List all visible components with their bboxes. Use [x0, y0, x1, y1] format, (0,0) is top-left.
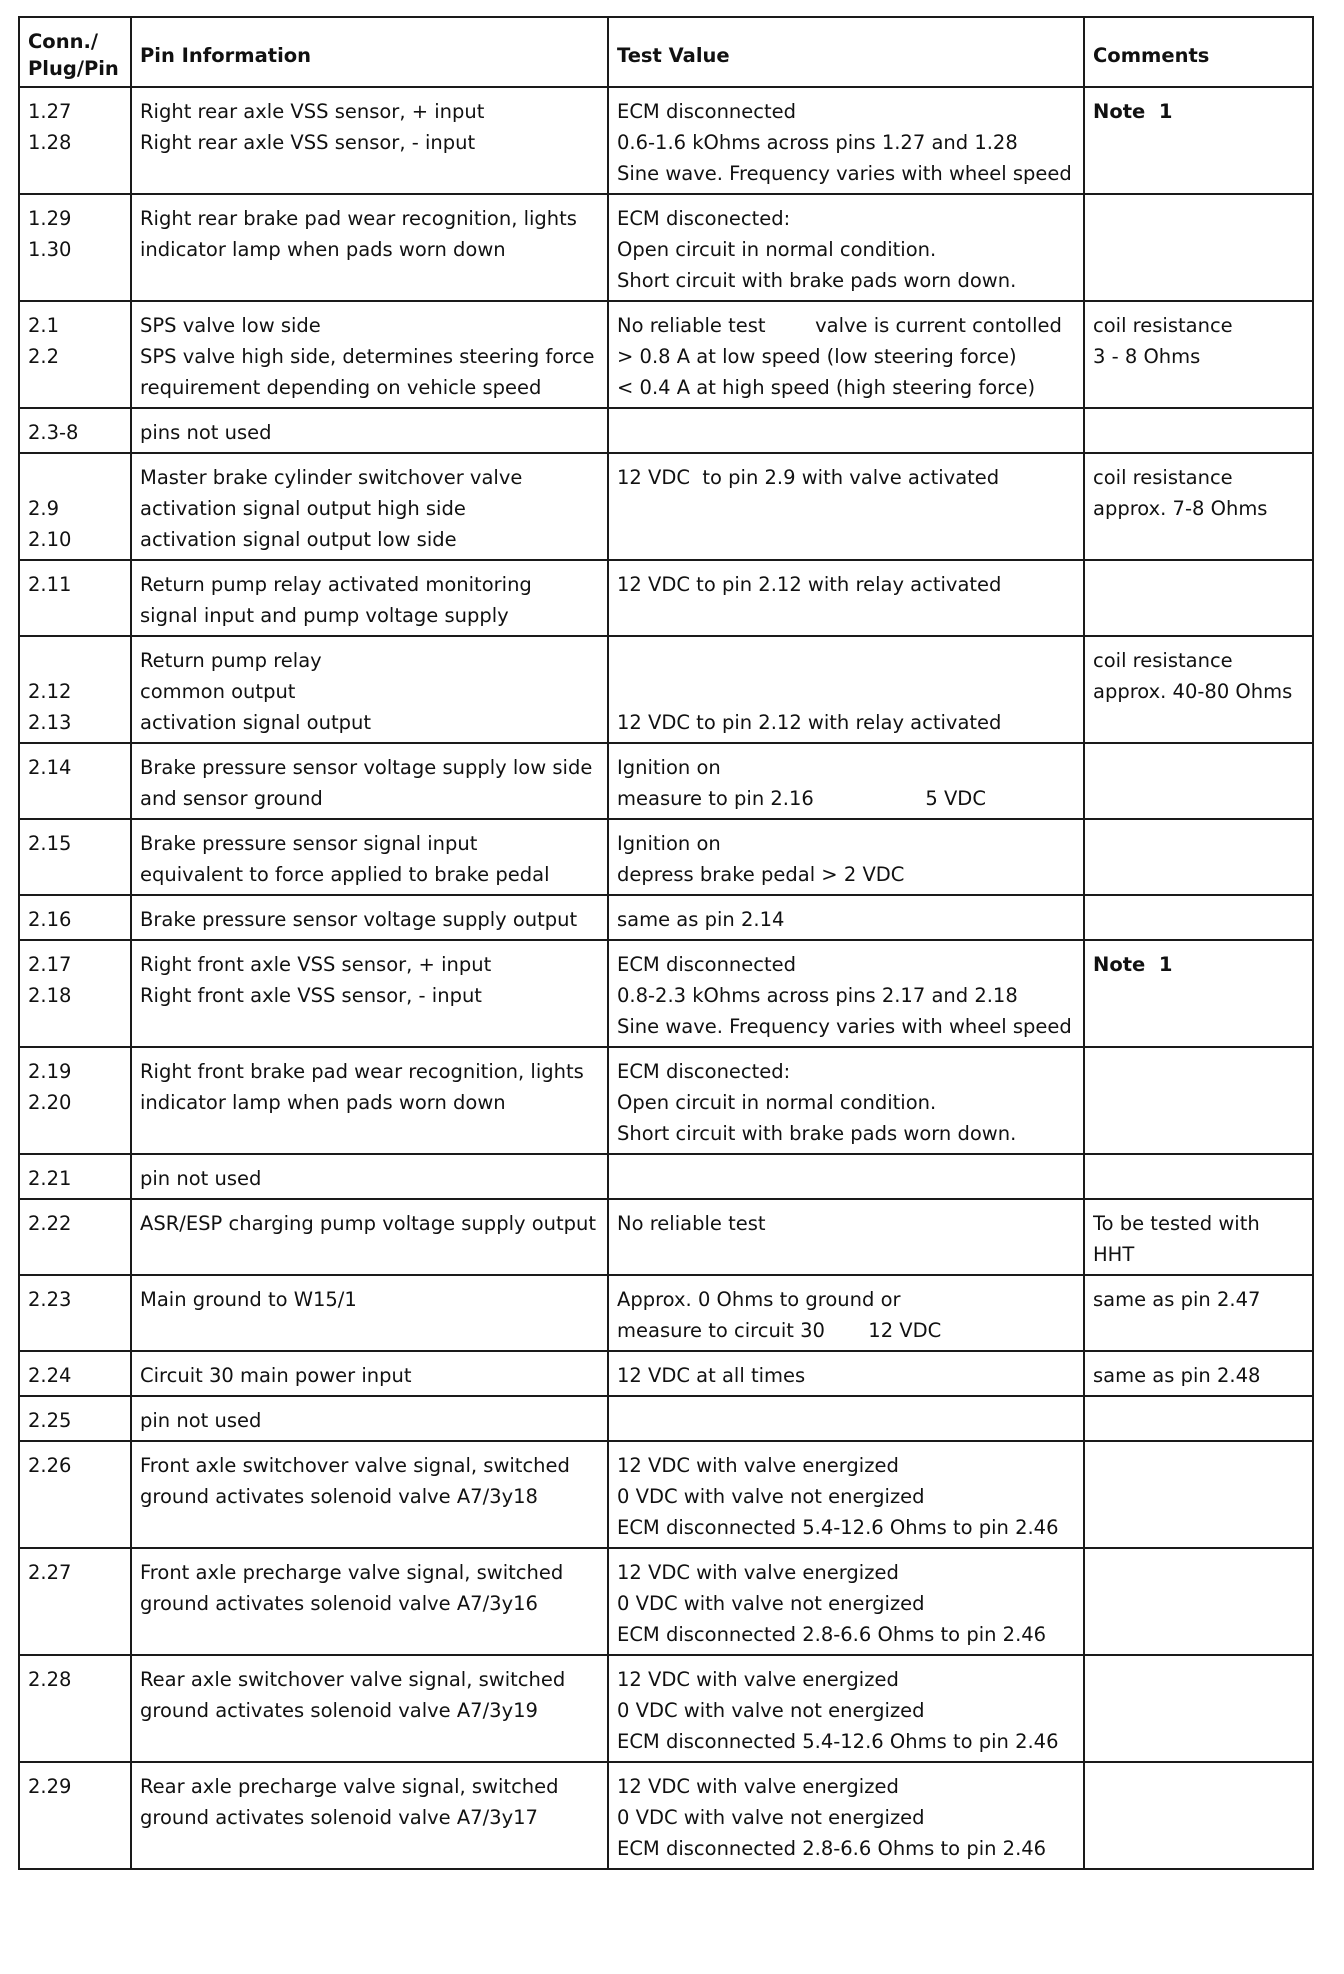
cell-pin-information-line: Brake pressure sensor voltage supply low side [140, 756, 593, 779]
cell-pin-line: 2.9 [28, 497, 60, 520]
cell-comments [1084, 453, 1313, 560]
cell-pin [19, 560, 131, 636]
cell-pin-information-line: Right rear axle VSS sensor, + input [140, 100, 485, 123]
cell-test-value-line: 12 VDC with valve energized [617, 1775, 899, 1798]
cell-test-value-line: ECM disconnected [617, 100, 797, 123]
cell-test-value-line: 12 VDC to pin 2.12 with relay activated [617, 711, 1002, 734]
cell-pin-line: 2.11 [28, 573, 72, 596]
cell-pin-information [131, 453, 608, 560]
cell-pin [19, 1351, 131, 1396]
cell-pin-line: 1.30 [28, 238, 72, 261]
cell-pin-information-line: SPS valve low side [140, 314, 321, 337]
cell-test-value-line: No reliable test [617, 1212, 766, 1235]
cell-pin-information-line: Right rear brake pad wear recognition, lights [140, 207, 577, 230]
cell-test-value [608, 1275, 1084, 1351]
cell-test-value [608, 560, 1084, 636]
table-row [19, 87, 1313, 194]
table-row [19, 1441, 1313, 1548]
cell-pin [19, 301, 131, 408]
cell-pin-information-line: Front axle switchover valve signal, switched [140, 1454, 570, 1477]
cell-pin-information [131, 194, 608, 301]
cell-test-value [608, 1396, 1084, 1441]
table-body [19, 87, 1313, 1869]
cell-comments-line: Note 1 [1093, 100, 1173, 123]
cell-comments [1084, 1047, 1313, 1154]
cell-pin-line: 1.27 [28, 100, 72, 123]
cell-comments-line: same as pin 2.48 [1093, 1364, 1261, 1387]
cell-comments-line: approx. 7-8 Ohms [1093, 497, 1268, 520]
cell-test-value-line: Open circuit in normal condition. [617, 1091, 937, 1114]
cell-comments-line: 3 - 8 Ohms [1093, 345, 1201, 368]
cell-comments [1084, 1275, 1313, 1351]
cell-pin [19, 895, 131, 940]
document-page [18, 16, 1312, 1870]
header-test-value: Test Value [608, 17, 1084, 87]
table-row [19, 895, 1313, 940]
cell-pin-line: 2.17 [28, 953, 72, 976]
table-row [19, 1199, 1313, 1275]
cell-pin-line: 1.28 [28, 131, 72, 154]
table-row [19, 1548, 1313, 1655]
cell-pin-information [131, 1655, 608, 1762]
cell-pin-information-line: pin not used [140, 1167, 262, 1190]
cell-pin-information-line: Right front axle VSS sensor, + input [140, 953, 492, 976]
cell-test-value [608, 87, 1084, 194]
cell-comments-line: approx. 40-80 Ohms [1093, 680, 1293, 703]
cell-test-value [608, 1441, 1084, 1548]
cell-pin [19, 940, 131, 1047]
cell-test-value [608, 1655, 1084, 1762]
cell-comments [1084, 1396, 1313, 1441]
cell-pin-line: 2.25 [28, 1409, 72, 1432]
cell-test-value-line: < 0.4 A at high speed (high steering force) [617, 376, 1036, 399]
cell-pin-information-line: activation signal output low side [140, 528, 457, 551]
cell-pin-information [131, 1154, 608, 1199]
header-comments: Comments [1084, 17, 1313, 87]
cell-pin [19, 1548, 131, 1655]
table-row [19, 408, 1313, 453]
cell-pin-information-line: Right front axle VSS sensor, - input [140, 984, 482, 1007]
cell-pin [19, 743, 131, 819]
cell-pin [19, 1047, 131, 1154]
cell-test-value [608, 636, 1084, 743]
cell-pin-information-line: ground activates solenoid valve A7/3y16 [140, 1592, 538, 1615]
cell-test-value [608, 453, 1084, 560]
cell-test-value-line: 0 VDC with valve not energized [617, 1485, 925, 1508]
cell-pin-information-line: ground activates solenoid valve A7/3y18 [140, 1485, 538, 1508]
cell-pin-information [131, 1441, 608, 1548]
cell-pin-line: 1.29 [28, 207, 72, 230]
cell-test-value-line: 12 VDC with valve energized [617, 1454, 899, 1477]
cell-pin-information-line: Return pump relay activated monitoring [140, 573, 532, 596]
cell-test-value-line: depress brake pedal > 2 VDC [617, 863, 905, 886]
cell-pin-line: 2.13 [28, 711, 72, 734]
cell-pin [19, 1655, 131, 1762]
cell-test-value-line: ECM disconnected 2.8-6.6 Ohms to pin 2.46 [617, 1837, 1047, 1860]
cell-test-value [608, 1154, 1084, 1199]
cell-pin [19, 1199, 131, 1275]
cell-comments [1084, 1351, 1313, 1396]
cell-pin-information-line: Main ground to W15/1 [140, 1288, 357, 1311]
cell-test-value-line [617, 676, 1075, 707]
cell-pin-information-line: common output [140, 680, 296, 703]
cell-pin-information [131, 743, 608, 819]
cell-comments [1084, 408, 1313, 453]
cell-test-value-line: Ignition on [617, 756, 721, 779]
cell-test-value-line: ECM disconected: [617, 1060, 791, 1083]
cell-pin-information [131, 87, 608, 194]
cell-pin-line: 2.19 [28, 1060, 72, 1083]
cell-pin-information-line: Right front brake pad wear recognition, lights [140, 1060, 584, 1083]
cell-test-value [608, 1199, 1084, 1275]
cell-comments [1084, 194, 1313, 301]
cell-pin-information-line: Rear axle switchover valve signal, switched [140, 1668, 566, 1691]
cell-pin-line: 2.27 [28, 1561, 72, 1584]
cell-pin-information [131, 1396, 608, 1441]
cell-pin [19, 636, 131, 743]
cell-pin-information-line: pin not used [140, 1409, 262, 1432]
table-row [19, 453, 1313, 560]
cell-pin-line: 2.21 [28, 1167, 72, 1190]
cell-pin-information-line: activation signal output [140, 711, 371, 734]
cell-pin-information-line: SPS valve high side, determines steering force [140, 345, 595, 368]
cell-pin-information-line: ASR/ESP charging pump voltage supply output [140, 1212, 597, 1235]
table-row [19, 560, 1313, 636]
cell-pin-line: 2.18 [28, 984, 72, 1007]
cell-test-value-line: 12 VDC to pin 2.12 with relay activated [617, 573, 1002, 596]
cell-test-value [608, 940, 1084, 1047]
cell-comments [1084, 1441, 1313, 1548]
cell-test-value-line: ECM disconnected 5.4-12.6 Ohms to pin 2.46 [617, 1730, 1059, 1753]
cell-test-value-line: 0 VDC with valve not energized [617, 1806, 925, 1829]
cell-comments [1084, 636, 1313, 743]
cell-test-value-line: 0 VDC with valve not energized [617, 1699, 925, 1722]
cell-test-value-line: 0 VDC with valve not energized [617, 1592, 925, 1615]
cell-test-value [608, 1548, 1084, 1655]
cell-comments-line: coil resistance [1093, 466, 1233, 489]
cell-pin-information [131, 819, 608, 895]
cell-comments-line: coil resistance [1093, 314, 1233, 337]
cell-pin-line: 2.14 [28, 756, 72, 779]
cell-pin-information-line: ground activates solenoid valve A7/3y19 [140, 1699, 538, 1722]
cell-test-value-line: Short circuit with brake pads worn down. [617, 1122, 1017, 1145]
table-row [19, 1655, 1313, 1762]
table-row [19, 636, 1313, 743]
cell-pin-line [28, 645, 122, 676]
header-pin-line: Conn./ [28, 30, 99, 53]
cell-pin-line: 2.12 [28, 680, 72, 703]
cell-test-value-line: Sine wave. Frequency varies with wheel speed [617, 162, 1072, 185]
cell-pin-line: 2.22 [28, 1212, 72, 1235]
cell-pin-information [131, 1351, 608, 1396]
cell-pin-information [131, 1199, 608, 1275]
cell-pin-line: 2.16 [28, 908, 72, 931]
cell-pin-information-line: and sensor ground [140, 787, 323, 810]
cell-test-value-line: measure to circuit 30 12 VDC [617, 1319, 942, 1342]
cell-pin-line: 2.26 [28, 1454, 72, 1477]
cell-comments [1084, 940, 1313, 1047]
cell-comments [1084, 1655, 1313, 1762]
cell-comments [1084, 819, 1313, 895]
cell-pin-information-line: Circuit 30 main power input [140, 1364, 412, 1387]
cell-test-value [608, 1047, 1084, 1154]
cell-pin-information [131, 1548, 608, 1655]
cell-pin-line [28, 462, 122, 493]
cell-pin-line: 2.3-8 [28, 421, 79, 444]
cell-pin [19, 1396, 131, 1441]
cell-test-value-line: Approx. 0 Ohms to ground or [617, 1288, 901, 1311]
cell-pin-information-line: indicator lamp when pads worn down [140, 1091, 506, 1114]
cell-comments [1084, 1548, 1313, 1655]
cell-pin [19, 87, 131, 194]
table-row [19, 194, 1313, 301]
cell-pin-line: 2.20 [28, 1091, 72, 1114]
cell-comments-line: coil resistance [1093, 649, 1233, 672]
cell-comments-line: To be tested with [1093, 1212, 1260, 1235]
cell-comments-line: same as pin 2.47 [1093, 1288, 1261, 1311]
cell-pin-information [131, 636, 608, 743]
cell-pin-information-line: Rear axle precharge valve signal, switched [140, 1775, 559, 1798]
cell-test-value-line: 0.6-1.6 kOhms across pins 1.27 and 1.28 [617, 131, 1018, 154]
cell-test-value [608, 194, 1084, 301]
table-row [19, 1154, 1313, 1199]
cell-test-value-line: Sine wave. Frequency varies with wheel speed [617, 1015, 1072, 1038]
cell-test-value [608, 743, 1084, 819]
header-pin-information: Pin Information [131, 17, 608, 87]
cell-pin-line: 2.23 [28, 1288, 72, 1311]
cell-pin [19, 453, 131, 560]
cell-pin-line: 2.2 [28, 345, 60, 368]
cell-test-value-line: No reliable test valve is current contolled [617, 314, 1062, 337]
cell-test-value-line: 12 VDC with valve energized [617, 1561, 899, 1584]
table-row [19, 301, 1313, 408]
cell-pin-information-line: indicator lamp when pads worn down [140, 238, 506, 261]
cell-pin-information-line: Brake pressure sensor signal input [140, 832, 478, 855]
cell-pin [19, 819, 131, 895]
cell-test-value-line: measure to pin 2.16 5 VDC [617, 787, 986, 810]
table-row [19, 1351, 1313, 1396]
cell-comments-line: Note 1 [1093, 953, 1173, 976]
cell-pin-information-line: pins not used [140, 421, 272, 444]
cell-pin-information [131, 895, 608, 940]
cell-pin-information-line: Return pump relay [140, 649, 322, 672]
header-row [19, 17, 1313, 87]
cell-pin [19, 1441, 131, 1548]
cell-pin [19, 194, 131, 301]
cell-pin-information-line: Master brake cylinder switchover valve [140, 466, 523, 489]
cell-pin-line: 2.24 [28, 1364, 72, 1387]
cell-test-value-line: > 0.8 A at low speed (low steering force) [617, 345, 1017, 368]
cell-pin-information-line: ground activates solenoid valve A7/3y17 [140, 1806, 538, 1829]
cell-pin-information [131, 1047, 608, 1154]
cell-pin-line: 2.28 [28, 1668, 72, 1691]
cell-test-value-line: ECM disconnected 5.4-12.6 Ohms to pin 2.46 [617, 1516, 1059, 1539]
cell-pin-information [131, 301, 608, 408]
cell-comments [1084, 1199, 1313, 1275]
cell-pin-information-line: Front axle precharge valve signal, switched [140, 1561, 564, 1584]
table-row [19, 1762, 1313, 1869]
cell-test-value-line: ECM disconnected [617, 953, 797, 976]
table-row [19, 1047, 1313, 1154]
cell-pin-line: 2.10 [28, 528, 72, 551]
cell-pin [19, 1762, 131, 1869]
cell-comments [1084, 895, 1313, 940]
cell-test-value-line: 12 VDC to pin 2.9 with valve activated [617, 466, 1000, 489]
cell-test-value-line: same as pin 2.14 [617, 908, 785, 931]
cell-test-value-line: 12 VDC at all times [617, 1364, 806, 1387]
cell-test-value-line: 12 VDC with valve energized [617, 1668, 899, 1691]
table-row [19, 819, 1313, 895]
cell-pin-information [131, 1762, 608, 1869]
cell-test-value-line: ECM disconected: [617, 207, 791, 230]
cell-test-value-line: Ignition on [617, 832, 721, 855]
cell-pin-information-line: signal input and pump voltage supply [140, 604, 509, 627]
cell-pin-information-line: Right rear axle VSS sensor, - input [140, 131, 476, 154]
cell-pin-line: 2.29 [28, 1775, 72, 1798]
table-row [19, 940, 1313, 1047]
cell-comments [1084, 1762, 1313, 1869]
cell-test-value [608, 408, 1084, 453]
table-row [19, 1396, 1313, 1441]
cell-pin-information [131, 408, 608, 453]
cell-test-value [608, 1762, 1084, 1869]
cell-test-value-line: Short circuit with brake pads worn down. [617, 269, 1017, 292]
cell-pin-information-line: requirement depending on vehicle speed [140, 376, 542, 399]
cell-pin-information [131, 940, 608, 1047]
table-row [19, 1275, 1313, 1351]
cell-test-value [608, 301, 1084, 408]
cell-test-value [608, 895, 1084, 940]
cell-pin [19, 1275, 131, 1351]
cell-comments-line: HHT [1093, 1243, 1135, 1266]
cell-pin-information-line: Brake pressure sensor voltage supply output [140, 908, 578, 931]
cell-test-value-line [617, 645, 1075, 676]
header-pin-line: Plug/Pin [28, 57, 119, 80]
table-row [19, 743, 1313, 819]
pin-test-table [18, 16, 1314, 1870]
cell-pin [19, 1154, 131, 1199]
cell-test-value-line: Open circuit in normal condition. [617, 238, 937, 261]
cell-test-value-line: ECM disconnected 2.8-6.6 Ohms to pin 2.46 [617, 1623, 1047, 1646]
cell-pin-information [131, 560, 608, 636]
cell-pin-information [131, 1275, 608, 1351]
cell-pin-line: 2.15 [28, 832, 72, 855]
cell-test-value-line: 0.8-2.3 kOhms across pins 2.17 and 2.18 [617, 984, 1018, 1007]
cell-pin-line: 2.1 [28, 314, 60, 337]
cell-test-value [608, 1351, 1084, 1396]
cell-pin-information-line: equivalent to force applied to brake pedal [140, 863, 550, 886]
cell-comments [1084, 87, 1313, 194]
cell-comments [1084, 301, 1313, 408]
cell-comments [1084, 560, 1313, 636]
cell-comments [1084, 1154, 1313, 1199]
cell-pin-information-line: activation signal output high side [140, 497, 466, 520]
cell-test-value [608, 819, 1084, 895]
header-conn-plug-pin [19, 17, 131, 87]
cell-pin [19, 408, 131, 453]
cell-comments [1084, 743, 1313, 819]
